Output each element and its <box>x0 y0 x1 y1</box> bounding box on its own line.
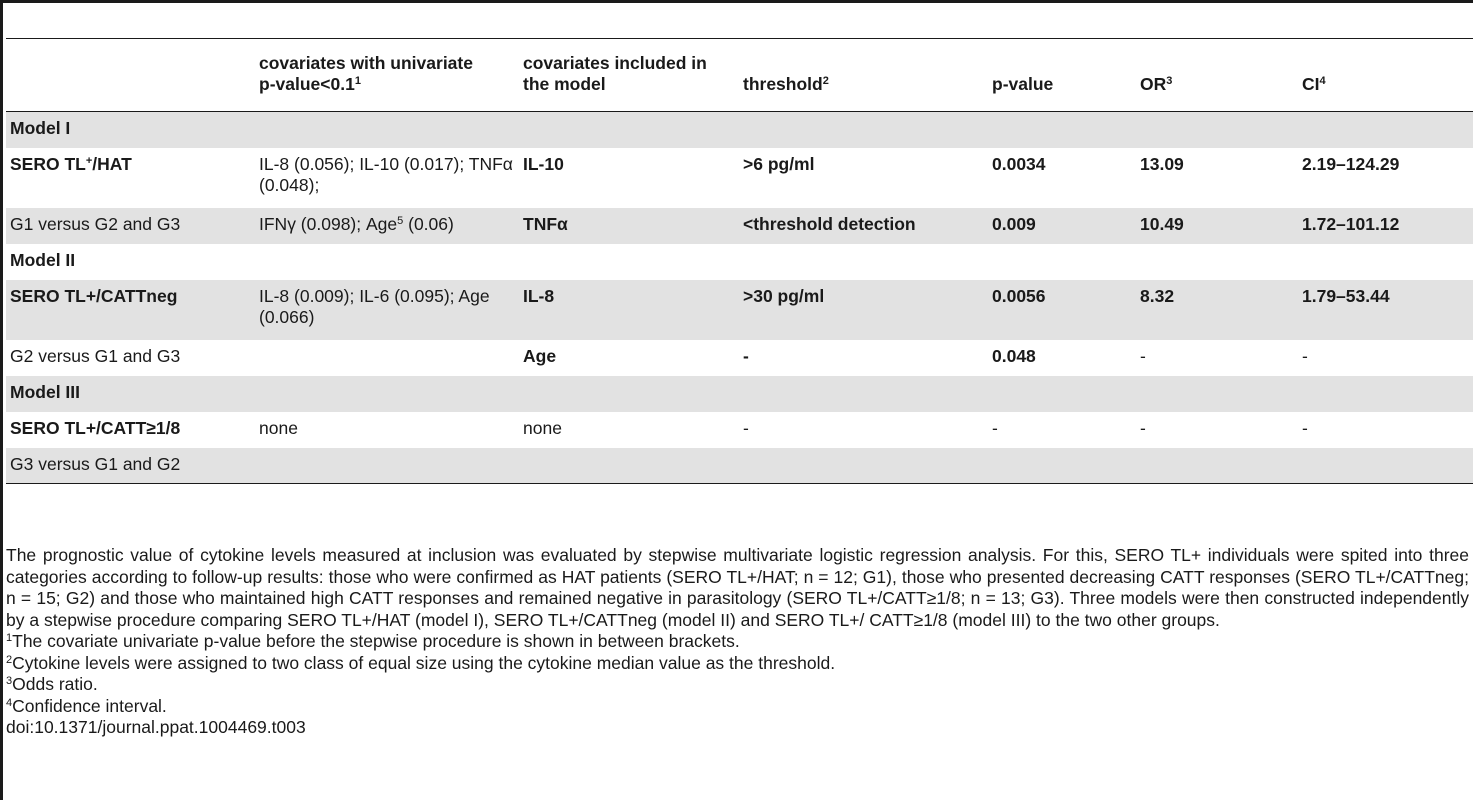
univariate-covariates-cell: IL-8 (0.056); IL-10 (0.017); TNFα (0.048); <box>259 153 513 195</box>
section-row-model-3 <box>6 376 1473 412</box>
table-row <box>6 148 1473 208</box>
univariate-covariates-cell <box>255 448 519 484</box>
footnote: $^1$The covariate univariate p-value before the stepwise procedure is shown in between brackets. <box>6 631 740 651</box>
header-cell-threshold: threshold$^2$ <box>743 74 829 94</box>
table-body <box>6 112 1473 484</box>
ci-cell: - <box>1302 417 1308 438</box>
p-value-cell <box>988 448 1136 484</box>
threshold-cell: - <box>743 345 749 366</box>
group-cell: SERO TL+/CATT≥1/8 <box>10 417 181 438</box>
model-covariate-cell: Age <box>523 345 557 366</box>
header-cell-univariate-covariates: covariates with univariate $p-value<0.1^1$ <box>259 53 473 94</box>
threshold-cell: <threshold detection <box>743 213 916 234</box>
odds-ratio-cell: 13.09 <box>1140 153 1184 174</box>
group-cell: G3 versus G1 and G2 <box>10 453 181 474</box>
header-cell-p-value: p-value <box>992 74 1054 94</box>
model-covariate-cell: IL-10 <box>523 153 564 174</box>
header-row <box>6 39 1473 112</box>
p-value-cell: 0.009 <box>992 213 1036 234</box>
section-label: Model III <box>10 381 80 402</box>
table-row <box>6 412 1473 448</box>
odds-ratio-cell: - <box>1140 417 1146 438</box>
header-cell-odds-ratio: $OR^3$ <box>1140 74 1173 94</box>
p-value-cell: 0.0034 <box>992 153 1046 174</box>
section-label: Model II <box>10 249 76 270</box>
table-row <box>6 448 1473 484</box>
table-row <box>6 208 1473 244</box>
odds-ratio-cell <box>1136 448 1298 484</box>
model-covariate-cell: IL-8 <box>523 285 555 306</box>
model-covariate-cell: none <box>523 417 562 438</box>
ci-cell: - <box>1302 345 1308 366</box>
footnote: $^2$Cytokine levels were assigned to two class of equal size using the cytokine median value as the threshold. <box>6 652 836 673</box>
header-cell-confidence-interval: $CI^4$ <box>1302 74 1326 94</box>
header-cell-group <box>6 39 255 112</box>
results-table-container <box>6 38 1473 484</box>
table-header <box>6 39 1473 112</box>
threshold-cell: >6 pg/ml <box>743 153 815 174</box>
table-row <box>6 280 1473 340</box>
univariate-covariates-cell: IFNγ (0.098); Age$^5$ (0.06) <box>259 213 454 234</box>
univariate-covariates-cell: IL-8 (0.009); IL-6 (0.095); Age (0.066) <box>259 285 490 327</box>
left-border <box>0 0 3 800</box>
results-table <box>6 38 1473 484</box>
section-row-model-2 <box>6 244 1473 280</box>
ci-cell: 2.19–124.29 <box>1302 153 1400 174</box>
top-border <box>0 0 1473 3</box>
model-covariate-cell <box>519 448 739 484</box>
threshold-cell: >30 pg/ml <box>743 285 825 306</box>
header-cell-model-covariates: covariates included in the model <box>523 53 707 94</box>
model-covariate-cell: TNFα <box>523 213 568 234</box>
table-row <box>6 340 1473 376</box>
footnote: $^4$Confidence interval. <box>6 695 167 716</box>
group-cell: G2 versus G1 and G3 <box>10 345 181 366</box>
footnote: $^3$Odds ratio. <box>6 674 98 694</box>
group-cell: G1 versus G2 and G3 <box>10 213 181 234</box>
odds-ratio-cell: 10.49 <box>1140 213 1184 234</box>
table-notes <box>6 545 1469 739</box>
group-cell: SERO TL+/CATTneg <box>10 285 178 306</box>
p-value-cell: 0.048 <box>992 345 1036 366</box>
section-label: Model I <box>10 118 71 138</box>
doi-link[interactable]: doi:10.1371/journal.ppat.1004469.t003 <box>6 717 306 737</box>
univariate-covariates-cell <box>255 340 519 376</box>
p-value-cell: - <box>992 417 998 438</box>
section-row-model-1 <box>6 112 1473 148</box>
ci-cell: 1.79–53.44 <box>1302 285 1390 306</box>
table-description: The prognostic value of cytokine levels measured at inclusion was evaluated by stepwise multivariate logistic regression analysis. For this, SERO TL+ individuals were spited into three categories according to follow-up results: those who were confirmed as HAT patients (SERO TL+/HAT; n = 12; G1), those who presented decreasing CATT responses (SERO TL+/CATTneg; n = 15; G2) and those who maintained high CATT responses and remained negative in parasitology (SERO TL+/CATT≥1/8; n = 13; G3). Three models were then constructed independently by a stepwise procedure comparing SERO TL+/HAT (model I), SERO TL+/CATTneg (model II) and SERO TL+/ CATT≥1/8 (model III) to the two other groups. <box>6 545 1469 630</box>
ci-cell <box>1298 448 1473 484</box>
univariate-covariates-cell: none <box>259 417 298 438</box>
odds-ratio-cell: 8.32 <box>1140 285 1175 306</box>
threshold-cell: - <box>743 417 749 438</box>
p-value-cell: 0.0056 <box>992 285 1046 306</box>
ci-cell: 1.72–101.12 <box>1302 213 1400 234</box>
group-cell: SERO TL+/HAT <box>10 153 132 174</box>
threshold-cell <box>739 448 988 484</box>
odds-ratio-cell: - <box>1140 345 1146 366</box>
